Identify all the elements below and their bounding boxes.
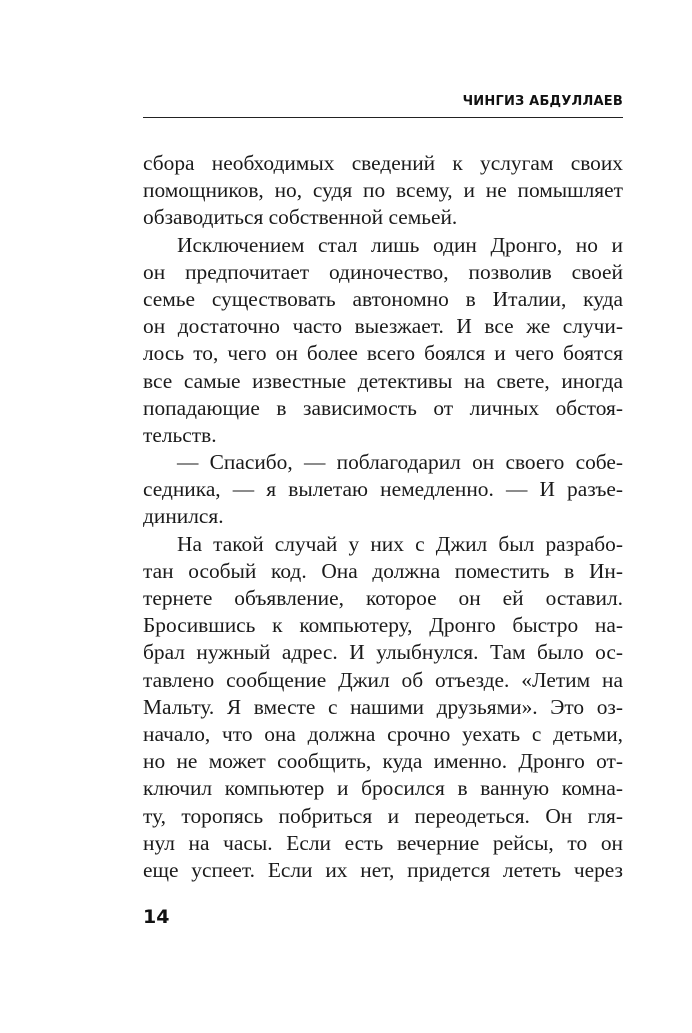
running-header <box>143 93 623 118</box>
text-line: Исключением стал лишь один Дронго, но и <box>177 232 623 257</box>
text-line: тельств. <box>143 422 217 447</box>
text-line: тавлено сообщение Джил об отъезде. «Летим на <box>143 667 623 692</box>
text-line: он достаточно часто выезжает. И все же случи- <box>143 314 623 339</box>
text-line: седника, — я вылетаю немедленно. — И разъе- <box>143 477 623 502</box>
text-line: попадающие в зависимость от личных обстоя- <box>143 395 623 420</box>
text-line: ключил компьютер и бросился в ванную комна- <box>143 776 623 801</box>
text-line: лось то, чего он более всего боялся и чего боятся <box>143 341 623 366</box>
text-line: брал нужный адрес. И улыбнулся. Там было ос- <box>143 640 623 665</box>
text-line: Мальту. Я вместе с нашими друзьями». Это оз- <box>143 694 623 719</box>
text-line: — Спасибо, — поблагодарил он своего собе- <box>177 450 623 475</box>
text-line: На такой случай у них с Джил был разрабо- <box>177 531 623 556</box>
text-line: семье существовать автономно в Италии, куда <box>143 286 623 311</box>
text-line: нул на часы. Если есть вечерние рейсы, то он <box>143 830 623 855</box>
running-header-author: ЧИНГИЗ АБДУЛЛАЕВ <box>462 94 623 109</box>
text-line: помощников, но, судя по всему, и не помышляет <box>143 178 623 203</box>
text-line: тернете объявление, которое он ей оставил. <box>143 586 623 610</box>
text-line: начало, что она должна срочно уехать с детьми, <box>143 721 623 746</box>
text-line: еще успеет. Если их нет, придется лететь через <box>143 857 623 882</box>
text-line: обзаводиться собственной семьей. <box>143 205 458 230</box>
text-line: тан особый код. Она должна поместить в Ин- <box>143 558 623 583</box>
body-text <box>143 150 623 884</box>
page-number: 14 <box>143 906 170 928</box>
text-line: все самые известные детективы на свете, иногда <box>143 368 623 393</box>
text-line: ту, торопясь побриться и переодеться. Он гля- <box>143 803 623 828</box>
text-line: динился. <box>143 504 224 529</box>
text-line: он предпочитает одиночество, позволив своей <box>143 259 623 284</box>
text-line: Бросившись к компьютеру, Дронго быстро на- <box>143 613 623 638</box>
text-line: но не может сообщить, куда именно. Дронго от- <box>143 749 623 774</box>
text-line: сбора необходимых сведений к услугам своих <box>143 151 623 175</box>
